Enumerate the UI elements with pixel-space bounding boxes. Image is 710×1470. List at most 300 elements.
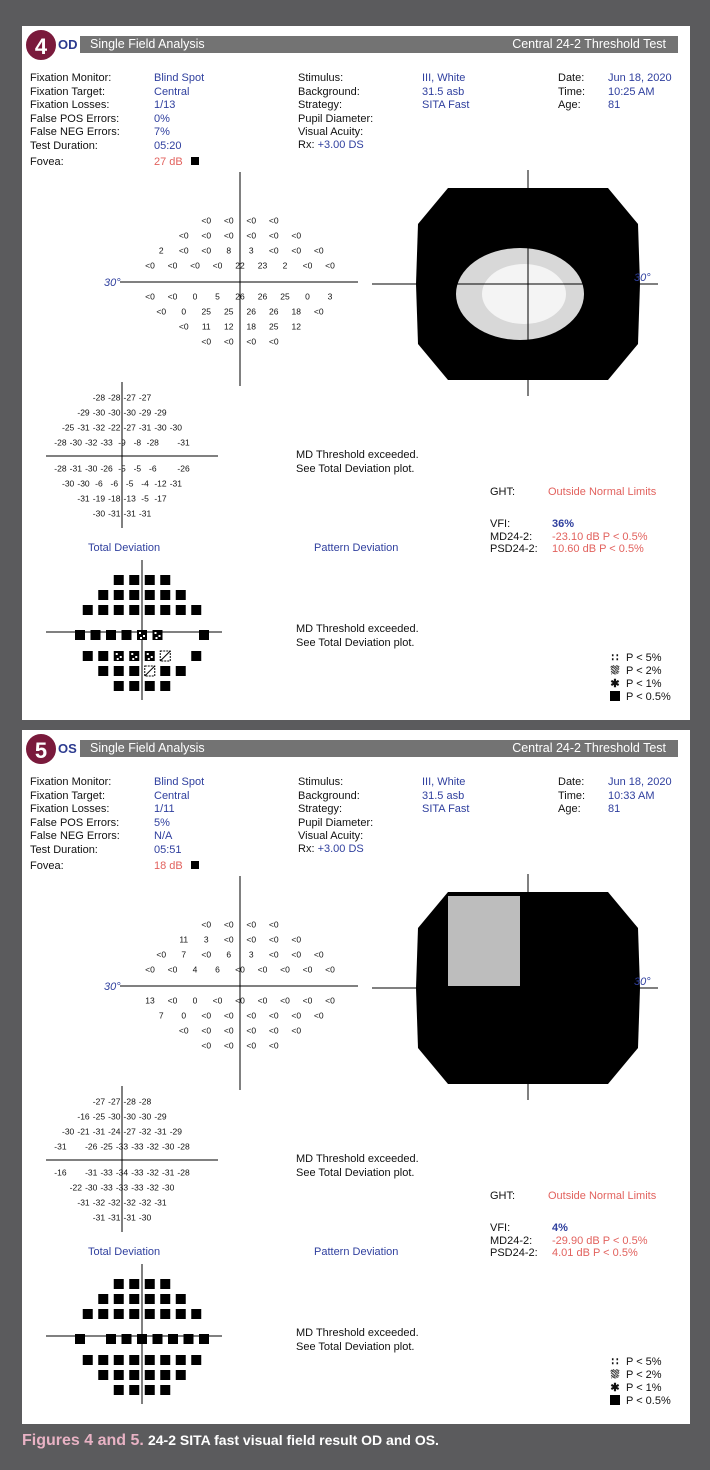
threshold-value: <0 [291, 230, 302, 241]
total-dev-value: -29 [154, 1111, 167, 1122]
global-indices [490, 518, 680, 556]
total-deviation-plot [42, 1086, 242, 1236]
mid-value-2: SITA Fast [422, 803, 470, 815]
total-deviation-label: Total Deviation [88, 1246, 161, 1258]
left-value-4: 7% [154, 126, 170, 138]
mid-values [422, 776, 469, 844]
pd-message [296, 622, 419, 650]
mid-value-4 [422, 830, 469, 844]
threshold-value: 12 [291, 321, 301, 332]
right-label-0: Date: [558, 72, 585, 84]
total-dev-value: -26 [85, 1141, 98, 1152]
legend-row-05 [608, 1395, 671, 1408]
total-dev-value: -33 [131, 1141, 144, 1152]
prob-symbol-p05 [160, 666, 170, 676]
probability-legend [608, 1356, 671, 1408]
total-dev-value: -4 [141, 478, 149, 489]
degree-left-label: 30° [104, 981, 121, 993]
prob-symbol-p05 [160, 575, 170, 585]
degree-right-label: 30° [634, 976, 651, 988]
p5-symbol-icon: ∷ [611, 652, 619, 664]
total-dev-value: -31 [54, 1141, 67, 1152]
threshold-value: 5 [215, 291, 220, 302]
mid-value-4 [422, 126, 469, 140]
left-value-2: 1/13 [154, 99, 176, 111]
grayscale-plot [362, 874, 662, 1104]
total-dev-value: -30 [61, 1126, 75, 1137]
total-dev-value: -32 [146, 1141, 159, 1152]
left-label-4: False NEG Errors: [30, 830, 120, 842]
total-dev-value: -31 [177, 437, 190, 448]
total-dev-value: -33 [131, 1167, 144, 1178]
vfi-label: VFI: [490, 518, 511, 530]
threshold-value: <0 [313, 245, 324, 256]
total-dev-value: -19 [92, 493, 106, 504]
left-value-3: 5% [154, 816, 170, 829]
prob-symbol-p05 [129, 605, 139, 615]
ght-value: Outside Normal Limits [548, 1190, 657, 1202]
total-dev-value: -28 [54, 463, 67, 474]
mid-labels [298, 72, 373, 140]
global-indices [490, 1222, 680, 1260]
total-dev-value: -33 [131, 1182, 144, 1193]
total-dev-value: -28 [138, 1096, 152, 1107]
prob-symbol-p05 [191, 651, 201, 661]
legend-row-2 [608, 1369, 671, 1382]
total-dev-value: -31 [123, 1212, 136, 1223]
prob-symbol-p05 [145, 590, 155, 600]
mid-label-3: Pupil Diameter: [298, 816, 374, 829]
right-label-1: Time: [558, 789, 586, 802]
total-dev-value: -28 [108, 392, 121, 403]
right-label-2: Age: [558, 803, 581, 815]
threshold-value: <0 [291, 1025, 302, 1036]
md-value: -29.90 dB P < 0.5% [552, 1234, 648, 1247]
p2-symbol-icon: ⛆ [610, 665, 620, 677]
prob-symbol-p05 [176, 605, 186, 615]
threshold-value: <0 [178, 230, 189, 241]
threshold-value: <0 [257, 964, 268, 975]
left-label-0: Fixation Monitor: [30, 72, 112, 84]
threshold-value: <0 [223, 336, 234, 347]
total-dev-value: -30 [123, 1111, 136, 1122]
threshold-value: <0 [268, 336, 279, 347]
right-values [608, 72, 672, 113]
total-dev-value: -30 [85, 463, 98, 474]
threshold-value: <0 [156, 306, 167, 317]
threshold-value: <0 [291, 949, 302, 960]
total-dev-value: -27 [108, 1096, 121, 1107]
total-dev-value: -32 [108, 1197, 121, 1208]
grayscale-spared-area [448, 896, 520, 986]
total-dev-value: -27 [123, 422, 136, 433]
total-dev-value: -27 [138, 392, 152, 403]
prob-symbol-p05 [160, 1370, 170, 1380]
threshold-value: <0 [190, 260, 200, 271]
threshold-value: <0 [280, 964, 290, 975]
probability-plot [42, 560, 242, 700]
threshold-value: <0 [246, 1040, 257, 1051]
total-dev-value: -31 [108, 508, 121, 519]
legend-p1: P < 1% [626, 1382, 662, 1394]
threshold-value: <0 [291, 1010, 302, 1021]
threshold-value: 0 [192, 291, 198, 302]
total-dev-value: -18 [108, 493, 121, 504]
vfi-value: 36% [552, 518, 575, 530]
total-dev-value: -32 [146, 1182, 159, 1193]
threshold-value: <0 [223, 215, 234, 226]
prob-symbol-p05 [137, 1334, 147, 1344]
prob-symbol-p05 [114, 1355, 124, 1365]
ght-label: GHT: [490, 1190, 516, 1202]
threshold-value: 25 [201, 306, 211, 317]
total-dev-value: -31 [69, 463, 82, 474]
prob-symbol-p05 [98, 1370, 108, 1380]
total-dev-value: -32 [146, 1167, 159, 1178]
right-value-2: 81 [608, 99, 621, 111]
figure-caption [22, 1432, 439, 1450]
p2-symbol-icon: ⛆ [610, 1369, 620, 1381]
fovea-db: 27 dB [154, 156, 183, 168]
threshold-value: <0 [145, 291, 155, 302]
threshold-value: 7 [158, 1010, 164, 1021]
psd-label: PSD24-2: [490, 543, 538, 555]
threshold-value: <0 [212, 260, 223, 271]
prob-symbol-p05 [75, 630, 85, 640]
total-dev-value: -24 [108, 1126, 121, 1137]
threshold-value: <0 [268, 949, 279, 960]
prob-symbol-p05 [114, 681, 124, 691]
total-dev-value: -33 [115, 1182, 129, 1193]
eye-label: OS [50, 740, 84, 757]
threshold-value: <0 [246, 934, 257, 945]
fovea-row [30, 156, 183, 170]
threshold-value: 6 [226, 949, 232, 960]
threshold-value: 0 [181, 1010, 187, 1021]
prob-symbol-p05 [160, 590, 170, 600]
prob-symbol-p05 [145, 1309, 155, 1319]
prob-symbol-p05 [98, 605, 108, 615]
total-dev-value: -30 [123, 407, 136, 418]
caption-text: 24-2 SITA fast visual field result OD and OS. [147, 1432, 439, 1448]
title-bar [80, 36, 678, 53]
fovea-row [30, 860, 183, 874]
panel-os [22, 730, 690, 1424]
mid-label-2: Strategy: [298, 99, 343, 111]
prob-symbol-p05 [98, 651, 108, 661]
threshold-value: 26 [235, 291, 245, 302]
threshold-value: <0 [167, 260, 178, 271]
threshold-value: <0 [167, 291, 178, 302]
right-label-2: Age: [558, 99, 581, 111]
prob-symbol-p05 [160, 605, 170, 615]
threshold-value: <0 [246, 215, 257, 226]
threshold-value: <0 [212, 995, 223, 1006]
total-dev-value: -31 [77, 422, 90, 433]
total-dev-value: -13 [123, 493, 136, 504]
total-dev-value: -29 [138, 407, 152, 418]
total-dev-value: -31 [77, 1197, 90, 1208]
right-value-1: 10:33 AM [608, 789, 655, 802]
threshold-value: <0 [223, 1025, 234, 1036]
total-dev-value: -31 [138, 422, 152, 433]
threshold-value: <0 [246, 230, 257, 241]
threshold-value: <0 [302, 964, 313, 975]
prob-symbol-p05 [176, 1309, 186, 1319]
rx-value: +3.00 DS [317, 843, 364, 855]
grayscale-plot [362, 170, 662, 400]
ght-row [490, 486, 657, 499]
probability-legend [608, 652, 671, 704]
left-label-3: False POS Errors: [30, 816, 120, 829]
legend-row-5 [608, 1356, 671, 1369]
legend-p05: P < 0.5% [626, 1395, 671, 1407]
prob-symbol-p05 [145, 1279, 155, 1289]
left-labels [30, 72, 120, 153]
total-deviation-plot [42, 382, 242, 532]
header-bar [22, 36, 690, 53]
total-dev-value: -32 [138, 1126, 152, 1137]
total-dev-value: -31 [138, 508, 152, 519]
prob-symbol-p05 [160, 1385, 170, 1395]
rx-row [298, 139, 364, 153]
legend-row-1 [608, 678, 671, 691]
threshold-value: <0 [313, 1010, 324, 1021]
md-msg-1b: MD Threshold exceeded. [296, 623, 419, 635]
prob-symbol-p05 [176, 1370, 186, 1380]
threshold-value: <0 [201, 336, 212, 347]
threshold-value: 18 [291, 306, 301, 317]
vfi-label: VFI: [490, 1222, 511, 1234]
left-label-0: Fixation Monitor: [30, 776, 112, 788]
left-label-3: False POS Errors: [30, 112, 120, 125]
total-dev-value: -22 [108, 422, 121, 433]
prob-symbol-p05 [98, 666, 108, 676]
panel-od [22, 26, 690, 720]
prob-symbol-p05 [176, 1294, 186, 1304]
threshold-value: 25 [269, 321, 279, 332]
threshold-value: <0 [268, 230, 279, 241]
total-dev-value: -27 [123, 392, 136, 403]
mid-labels [298, 776, 373, 844]
prob-symbol-p05 [160, 681, 170, 691]
md-label: MD24-2: [490, 1234, 533, 1247]
probability-plot [42, 1264, 242, 1404]
total-dev-value: -9 [118, 437, 126, 448]
figure-badge: 5 [24, 732, 58, 766]
threshold-value: 2 [282, 260, 288, 271]
total-dev-value: -30 [108, 1111, 121, 1122]
threshold-value: <0 [246, 919, 257, 930]
prob-symbol-p1 [114, 651, 124, 661]
prob-symbol-p05 [83, 651, 93, 661]
threshold-value: <0 [201, 1025, 212, 1036]
fovea-value [154, 860, 199, 874]
test-name: Central 24-2 Threshold Test [512, 37, 666, 51]
mid-label-3: Pupil Diameter: [298, 112, 374, 125]
total-dev-value: -28 [177, 1167, 190, 1178]
total-dev-value: -31 [162, 1167, 175, 1178]
left-value-2: 1/11 [154, 803, 175, 815]
left-value-5: 05:20 [154, 139, 182, 152]
total-dev-value: -26 [100, 463, 113, 474]
left-value-5: 05:51 [154, 843, 182, 856]
pd-message [296, 1326, 419, 1354]
prob-symbol-p05 [168, 1334, 178, 1344]
prob-symbol-p05 [145, 1294, 155, 1304]
threshold-value: <0 [246, 1010, 257, 1021]
prob-symbol-p2 [160, 651, 170, 661]
threshold-value: <0 [145, 260, 155, 271]
threshold-value: <0 [268, 934, 279, 945]
right-labels [558, 776, 585, 817]
threshold-value: <0 [268, 1010, 279, 1021]
prob-symbol-p05 [91, 630, 101, 640]
total-dev-value: -31 [85, 1167, 98, 1178]
threshold-value: <0 [313, 306, 324, 317]
total-dev-value: -28 [146, 437, 159, 448]
total-dev-value: -28 [123, 1096, 136, 1107]
threshold-value: <0 [223, 934, 234, 945]
left-values [154, 72, 204, 153]
mid-label-1: Background: [298, 789, 360, 802]
threshold-value: <0 [167, 995, 178, 1006]
threshold-value: 8 [226, 245, 232, 256]
prob-symbol-p05 [199, 1334, 209, 1344]
total-dev-value: -30 [162, 1182, 175, 1193]
right-value-0: Jun 18, 2020 [608, 72, 672, 84]
prob-symbol-p1 [145, 651, 155, 661]
threshold-plot [102, 172, 362, 392]
prob-symbol-p05 [114, 1294, 124, 1304]
threshold-value: <0 [178, 245, 189, 256]
total-dev-value: -32 [92, 422, 106, 433]
p5-symbol-icon: ∷ [611, 1356, 619, 1368]
legend-row-1 [608, 1382, 671, 1395]
vfi-value: 4% [552, 1222, 568, 1234]
mid-label-2: Strategy: [298, 803, 343, 815]
left-label-5: Test Duration: [30, 139, 98, 152]
threshold-value: <0 [268, 215, 279, 226]
mid-value-3 [422, 817, 469, 831]
mid-value-0: III, White [422, 72, 466, 84]
total-dev-value: -27 [123, 1126, 136, 1137]
total-dev-value: -30 [69, 437, 82, 448]
left-values [154, 776, 204, 857]
header-bar [22, 740, 690, 757]
total-dev-value: -29 [154, 407, 167, 418]
prob-symbol-p05 [114, 605, 124, 615]
prob-symbol-p05 [114, 575, 124, 585]
left-value-4: N/A [154, 830, 173, 842]
threshold-value: <0 [325, 964, 335, 975]
total-dev-value: -30 [138, 1111, 152, 1122]
total-dev-value: -28 [54, 437, 67, 448]
mid-value-0: III, White [422, 776, 466, 788]
total-dev-value: -21 [77, 1126, 90, 1137]
prob-symbol-p05 [114, 590, 124, 600]
total-dev-value: -27 [92, 1096, 106, 1107]
md-msg-1: MD Threshold exceeded. [296, 1153, 419, 1165]
prob-symbol-p05 [191, 1355, 201, 1365]
md-msg-2b: See Total Deviation plot. [296, 637, 415, 649]
rx-row [298, 843, 364, 857]
total-dev-value: -31 [154, 1126, 167, 1137]
psd-value: 10.60 dB P < 0.5% [552, 543, 644, 555]
total-dev-value: -30 [154, 422, 167, 433]
threshold-value: 23 [257, 260, 268, 271]
threshold-value: <0 [268, 1040, 279, 1051]
prob-symbol-p05 [114, 1279, 124, 1289]
prob-symbol-p05 [129, 681, 139, 691]
threshold-value: <0 [291, 245, 302, 256]
total-dev-value: -25 [100, 1141, 113, 1152]
legend-p05: P < 0.5% [626, 691, 671, 703]
threshold-value: <0 [201, 245, 212, 256]
threshold-value: 26 [269, 306, 279, 317]
total-dev-value: -8 [133, 437, 142, 448]
threshold-value: <0 [235, 964, 245, 975]
total-dev-value: -32 [92, 1197, 106, 1208]
fovea-label: Fovea: [30, 860, 64, 872]
threshold-value: 11 [201, 321, 211, 332]
threshold-value: <0 [325, 260, 335, 271]
threshold-value: 12 [224, 321, 234, 332]
threshold-value: 7 [181, 949, 187, 960]
prob-symbol-p05 [83, 605, 93, 615]
threshold-value: <0 [280, 995, 290, 1006]
threshold-value: <0 [201, 230, 212, 241]
total-dev-value: -5 [141, 493, 149, 504]
pattern-deviation-label: Pattern Deviation [314, 1246, 399, 1258]
fovea-db: 18 dB [154, 860, 183, 872]
total-dev-value: -22 [69, 1182, 82, 1193]
md-label: MD24-2: [490, 530, 533, 543]
pattern-deviation-label: Pattern Deviation [314, 542, 399, 554]
prob-symbol-p2 [145, 666, 155, 676]
prob-symbol-p05 [122, 1334, 132, 1344]
left-label-1: Fixation Target: [30, 85, 106, 98]
threshold-value: 18 [246, 321, 256, 332]
prob-symbol-p05 [160, 1279, 170, 1289]
threshold-value: 26 [257, 291, 268, 302]
total-dev-value: -30 [162, 1141, 175, 1152]
threshold-value: 0 [192, 995, 198, 1006]
grayscale-central-area [482, 264, 566, 324]
prob-symbol-p05 [184, 1334, 194, 1344]
total-dev-value: -30 [108, 407, 121, 418]
degree-right-label: 30° [634, 272, 651, 284]
md-msg-2b: See Total Deviation plot. [296, 1341, 415, 1353]
prob-symbol-p05 [145, 605, 155, 615]
prob-symbol-p05 [83, 1355, 93, 1365]
threshold-value: <0 [325, 995, 335, 1006]
prob-symbol-p05 [160, 1294, 170, 1304]
total-dev-value: -29 [169, 1126, 183, 1137]
legend-p2: P < 2% [626, 665, 662, 677]
md-msg-1b: MD Threshold exceeded. [296, 1327, 419, 1339]
total-dev-value: -30 [138, 1212, 152, 1223]
threshold-value: <0 [235, 995, 245, 1006]
ght-row [490, 1190, 657, 1203]
right-label-1: Time: [558, 85, 586, 98]
prob-symbol-p05 [191, 1309, 201, 1319]
prob-symbol-p05 [176, 1355, 186, 1365]
prob-symbol-p05 [98, 1294, 108, 1304]
prob-symbol-p05 [129, 666, 139, 676]
total-dev-value: -33 [100, 437, 113, 448]
mid-label-0: Stimulus: [298, 72, 344, 84]
